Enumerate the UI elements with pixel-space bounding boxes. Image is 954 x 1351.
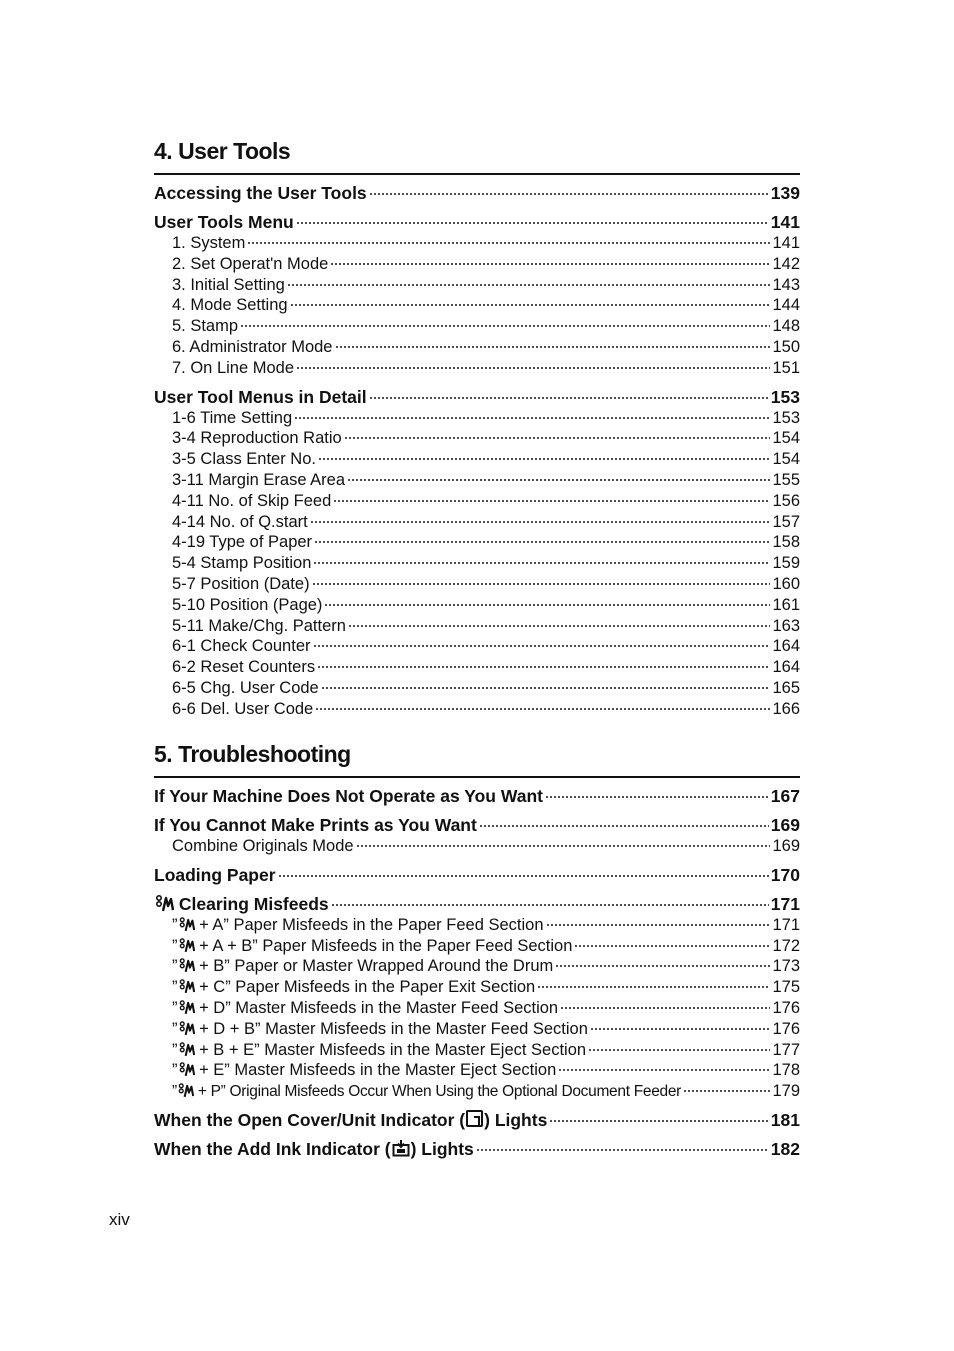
toc-entry[interactable] xyxy=(154,1139,800,1160)
entry-title: Combine Originals Mode xyxy=(172,837,354,855)
entry-title: 5-7 Position (Date) xyxy=(172,574,310,593)
dot-leader xyxy=(310,521,771,523)
page-ref: 170 xyxy=(770,864,800,885)
entry-title: ” + B + E” Master Misfeeds in the Master Eject Section xyxy=(172,1040,587,1059)
entry-title: ” + A + B” Paper Misfeeds in the Paper Feed Section xyxy=(172,936,573,955)
toc-subentry[interactable] xyxy=(154,936,800,957)
page-ref: 151 xyxy=(772,358,800,377)
toc-subentry[interactable] xyxy=(154,616,800,637)
misfeed-icon xyxy=(178,938,195,953)
toc-subentry[interactable] xyxy=(154,915,800,936)
page-ref: 176 xyxy=(772,998,800,1017)
dot-leader xyxy=(560,1007,770,1009)
entry-title: 6-6 Del. User Code xyxy=(172,699,314,718)
toc-subentry[interactable] xyxy=(154,678,800,699)
open-cover-icon xyxy=(466,1110,483,1127)
toc-subentry[interactable] xyxy=(154,998,800,1019)
toc-subentry[interactable] xyxy=(154,337,800,358)
entry-title: 6-1 Check Counter xyxy=(172,637,311,656)
entry-title: Clearing Misfeeds xyxy=(154,894,329,915)
toc-subentry[interactable] xyxy=(154,699,800,720)
toc-subentry[interactable] xyxy=(154,408,800,429)
toc-subentry[interactable] xyxy=(154,295,800,316)
page-ref: 163 xyxy=(772,616,800,635)
misfeed-icon xyxy=(177,1083,194,1098)
toc-subentry[interactable] xyxy=(154,595,800,616)
entry-title: ” + E” Master Misfeeds in the Master Eject Section xyxy=(172,1061,557,1080)
toc-subentry[interactable] xyxy=(154,836,800,857)
dot-leader xyxy=(313,562,770,564)
page-ref: 172 xyxy=(772,936,800,955)
toc-subentry[interactable] xyxy=(154,254,800,275)
dot-leader xyxy=(347,479,770,481)
dot-leader xyxy=(344,437,771,439)
toc-subentry[interactable] xyxy=(154,553,800,574)
toc-entry[interactable] xyxy=(154,387,800,408)
dot-leader xyxy=(331,904,769,906)
page-ref: 175 xyxy=(772,978,800,997)
page-ref: 177 xyxy=(772,1040,800,1059)
misfeed-icon xyxy=(178,1062,195,1077)
page-ref: 139 xyxy=(770,183,800,203)
entry-title: When the Add Ink Indicator ( ) Lights xyxy=(154,1138,474,1159)
page-ref: 164 xyxy=(772,658,800,677)
entry-title: 4-14 No. of Q.start xyxy=(172,512,308,531)
entry-title: ” + B” Paper or Master Wrapped Around the Drum xyxy=(172,957,554,976)
dot-leader xyxy=(545,796,769,798)
page-ref: 148 xyxy=(772,317,800,336)
dot-leader xyxy=(588,1049,770,1051)
page-ref: 141 xyxy=(772,234,800,252)
entry-title: Accessing the User Tools xyxy=(154,183,367,203)
misfeed-icon xyxy=(178,1021,195,1036)
toc-subentry[interactable] xyxy=(154,449,800,470)
page-ref: 182 xyxy=(770,1138,800,1159)
toc-entry[interactable] xyxy=(154,786,800,807)
entry-title: 3-11 Margin Erase Area xyxy=(172,470,346,489)
chapter-heading: 4. User Tools xyxy=(154,138,291,164)
entry-title: 6. Administrator Mode xyxy=(172,337,333,356)
dot-leader xyxy=(369,397,769,399)
toc-subentry[interactable] xyxy=(154,1040,800,1061)
entry-title: 3. Initial Setting xyxy=(172,275,285,294)
dot-leader xyxy=(348,625,771,627)
dot-leader xyxy=(546,924,771,926)
dot-leader xyxy=(558,1069,770,1071)
toc-subentry[interactable] xyxy=(154,1081,800,1102)
toc-subentry[interactable] xyxy=(154,316,800,337)
page-ref: 150 xyxy=(772,337,800,356)
chapter-heading: 5. Troubleshooting xyxy=(154,741,351,767)
page-ref: 176 xyxy=(772,1019,800,1038)
page-ref: 156 xyxy=(772,491,800,510)
dot-leader xyxy=(278,875,769,877)
entry-title: ” + D” Master Misfeeds in the Master Feed Section xyxy=(172,998,559,1017)
page-ref: 153 xyxy=(772,408,800,427)
entry-title: If You Cannot Make Prints as You Want xyxy=(154,815,477,835)
toc-subentry[interactable] xyxy=(154,233,800,254)
toc-subentry[interactable] xyxy=(154,956,800,977)
entry-title: 4-11 No. of Skip Feed xyxy=(172,491,332,510)
page-ref: 161 xyxy=(772,595,800,614)
page-ref: 181 xyxy=(770,1109,800,1130)
misfeed-icon xyxy=(178,958,195,973)
toc-entry[interactable] xyxy=(154,894,800,915)
dot-leader xyxy=(683,1090,770,1092)
dot-leader xyxy=(369,193,769,195)
page-ref: 158 xyxy=(772,533,800,552)
entry-title: 5-10 Position (Page) xyxy=(172,595,323,614)
dot-leader xyxy=(318,458,770,460)
page-ref: 157 xyxy=(772,512,800,531)
toc-subentry[interactable] xyxy=(154,1019,800,1040)
page-ref: 141 xyxy=(770,212,800,232)
toc-subentry[interactable] xyxy=(154,512,800,533)
dot-leader xyxy=(333,500,770,502)
toc-subentry[interactable] xyxy=(154,657,800,678)
dot-leader xyxy=(287,284,771,286)
toc-section xyxy=(154,741,800,1160)
misfeed-icon xyxy=(154,895,174,912)
dot-leader xyxy=(537,986,770,988)
entry-title: 3-4 Reproduction Ratio xyxy=(172,429,342,448)
page-ref: 144 xyxy=(772,296,800,315)
dot-leader xyxy=(290,304,771,306)
toc-section xyxy=(154,138,800,720)
page-ref: 171 xyxy=(772,915,800,934)
heading-rule xyxy=(154,776,800,778)
dot-leader xyxy=(590,1028,771,1030)
page-ref: 166 xyxy=(772,699,800,718)
toc-subentry[interactable] xyxy=(154,1060,800,1081)
page-ref: 165 xyxy=(772,678,800,697)
dot-leader xyxy=(240,325,770,327)
dot-leader xyxy=(296,367,770,369)
dot-leader xyxy=(476,1149,769,1151)
misfeed-icon xyxy=(178,917,195,932)
toc-entry[interactable] xyxy=(154,1110,800,1131)
page-ref: 173 xyxy=(772,957,800,976)
entry-title: 6-5 Chg. User Code xyxy=(172,678,319,697)
page-ref: 153 xyxy=(770,386,800,407)
misfeed-icon xyxy=(178,1042,195,1057)
entry-title: User Tools Menu xyxy=(154,212,294,232)
toc-entry[interactable] xyxy=(154,865,800,886)
add-ink-icon xyxy=(392,1139,410,1157)
dot-leader xyxy=(321,687,771,689)
dot-leader xyxy=(247,242,770,244)
entry-title: 1-6 Time Setting xyxy=(172,408,293,427)
entry-title: 5-11 Make/Chg. Pattern xyxy=(172,616,346,635)
entry-title: If Your Machine Does Not Operate as You Want xyxy=(154,786,543,806)
page-ref: 164 xyxy=(772,637,800,656)
toc-entry[interactable] xyxy=(154,815,800,836)
page-ref: 154 xyxy=(772,450,800,469)
entry-title: 4-19 Type of Paper xyxy=(172,533,313,552)
page-ref: 143 xyxy=(772,275,800,294)
dot-leader xyxy=(313,645,771,647)
toc-subentry[interactable] xyxy=(154,574,800,595)
entry-title: 7. On Line Mode xyxy=(172,358,294,377)
dot-leader xyxy=(555,965,770,967)
toc-subentry[interactable] xyxy=(154,358,800,379)
entry-title: ” + C” Paper Misfeeds in the Paper Exit Section xyxy=(172,978,536,997)
misfeed-icon xyxy=(178,979,195,994)
page-ref: 154 xyxy=(772,429,800,448)
entry-title: When the Open Cover/Unit Indicator ( ) Lights xyxy=(154,1109,548,1130)
dot-leader xyxy=(356,845,771,847)
entry-title: 1. System xyxy=(172,234,246,252)
entry-title: 5. Stamp xyxy=(172,317,239,336)
toc-subentry[interactable] xyxy=(154,636,800,657)
dot-leader xyxy=(296,222,769,224)
heading-rule xyxy=(154,173,800,175)
toc-entry[interactable] xyxy=(154,183,800,204)
page-ref: 178 xyxy=(772,1061,800,1080)
entry-title: 3-5 Class Enter No. xyxy=(172,450,316,469)
page-ref: 179 xyxy=(772,1082,800,1101)
dot-leader xyxy=(294,417,770,419)
page-ref: 142 xyxy=(772,254,800,273)
dot-leader xyxy=(479,825,769,827)
entry-title: ” + A” Paper Misfeeds in the Paper Feed Section xyxy=(172,915,544,934)
entry-title: User Tool Menus in Detail xyxy=(154,386,367,407)
page-ref: 167 xyxy=(770,786,800,806)
page-ref: 169 xyxy=(772,837,800,855)
dot-leader xyxy=(335,346,771,348)
dot-leader xyxy=(574,945,770,947)
entry-title: 4. Mode Setting xyxy=(172,296,288,315)
page-ref: 159 xyxy=(772,554,800,573)
page-ref: 171 xyxy=(770,893,800,914)
entry-title: ” + D + B” Master Misfeeds in the Master Feed Section xyxy=(172,1019,588,1038)
entry-title: 5-4 Stamp Position xyxy=(172,554,312,573)
dot-leader xyxy=(314,541,770,543)
dot-leader xyxy=(315,708,770,710)
page-ref: 160 xyxy=(772,574,800,593)
entry-title: Loading Paper xyxy=(154,864,276,885)
page-number: xiv xyxy=(109,1210,130,1229)
toc-subentry[interactable] xyxy=(154,491,800,512)
misfeed-icon xyxy=(178,1000,195,1015)
dot-leader xyxy=(317,666,770,668)
entry-title: ” + P” Original Misfeeds Occur When Using the Optional Document Feeder xyxy=(172,1083,682,1101)
entry-title: 6-2 Reset Counters xyxy=(172,658,316,677)
toc-subentry[interactable] xyxy=(154,275,800,296)
toc-subentry[interactable] xyxy=(154,977,800,998)
toc-entry[interactable] xyxy=(154,212,800,233)
dot-leader xyxy=(324,604,770,606)
page-ref: 155 xyxy=(772,470,800,489)
toc-subentry[interactable] xyxy=(154,532,800,553)
dot-leader xyxy=(330,263,770,265)
toc-subentry[interactable] xyxy=(154,428,800,449)
entry-title: 2. Set Operat'n Mode xyxy=(172,254,329,273)
dot-leader xyxy=(549,1120,768,1122)
toc-subentry[interactable] xyxy=(154,470,800,491)
page-ref: 169 xyxy=(770,815,800,835)
dot-leader xyxy=(312,583,771,585)
